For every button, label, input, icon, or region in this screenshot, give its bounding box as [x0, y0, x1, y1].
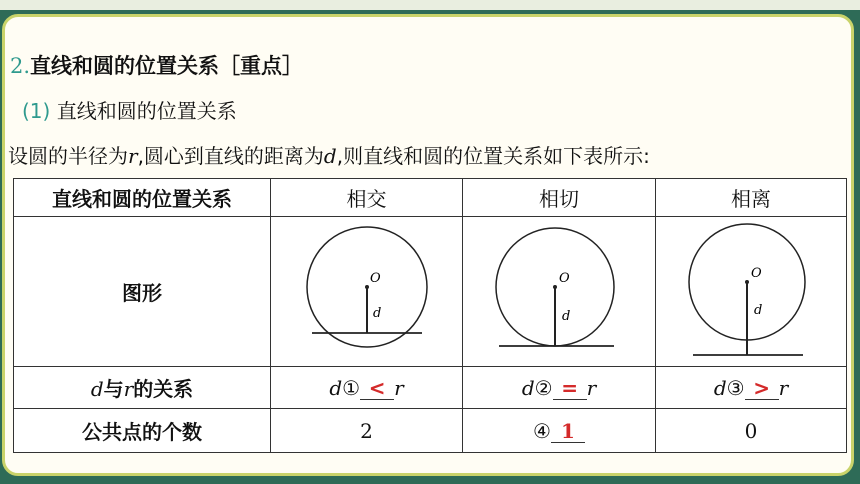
blank-marker: ③: [726, 375, 745, 400]
cell-var-d: d: [713, 375, 727, 400]
figure-row-label: 图形: [14, 217, 271, 367]
count-cell-intersect: 2: [271, 409, 463, 453]
header-cell-separate: 相离: [656, 179, 847, 217]
header-cell-relation: 直线和圆的位置关系: [14, 179, 271, 217]
cell-var-r: r: [586, 375, 597, 400]
subsection-heading: [22, 95, 237, 124]
cell-var-r: r: [394, 375, 404, 400]
relation-row: [14, 367, 847, 409]
blank-marker: ②: [534, 375, 553, 400]
count-row-label: 公共点的个数: [14, 409, 271, 453]
relation-cell-intersect: [271, 367, 463, 409]
figure-row: [14, 217, 847, 367]
center-dot: [553, 285, 557, 289]
relation-row-label: [14, 367, 271, 409]
label-tail: 的关系: [133, 377, 194, 401]
figure-tangent: [463, 217, 656, 367]
center-label: O: [559, 270, 570, 286]
center-dot: [745, 280, 749, 284]
section-number: 2.: [10, 54, 31, 78]
header-cell-tangent: 相切: [463, 179, 656, 217]
tangent-diagram: [469, 219, 649, 365]
var-d: d: [323, 144, 337, 168]
intro-text-1: 设圆的半径为: [8, 144, 128, 168]
label-var-r: r: [123, 377, 134, 401]
label-var-d: d: [90, 377, 104, 401]
center-dot: [365, 285, 369, 289]
blank-marker: ①: [342, 375, 361, 400]
header-cell-intersect: 相交: [271, 179, 463, 217]
answer-blank: >: [745, 377, 779, 400]
cell-var-d: d: [521, 375, 535, 400]
intro-text-3: ,则直线和圆的位置关系如下表所示:: [336, 144, 650, 168]
center-label: O: [751, 265, 762, 281]
distance-label: d: [754, 302, 763, 318]
relation-table: [13, 178, 847, 453]
cell-var-d: d: [329, 375, 343, 400]
relation-cell-tangent: [463, 367, 656, 409]
center-label: O: [369, 270, 381, 286]
count-cell-tangent: [463, 409, 656, 453]
subsection-title: 直线和圆的位置关系: [56, 99, 237, 123]
figure-separate: [656, 217, 847, 367]
blank-marker: ④: [533, 418, 551, 443]
answer-blank: <: [360, 377, 394, 400]
var-r: r: [128, 144, 138, 168]
intro-sentence: [8, 140, 650, 169]
section-title: 直线和圆的位置关系［重点］: [30, 54, 304, 78]
cell-var-r: r: [778, 375, 789, 400]
count-row: [14, 409, 847, 453]
relation-cell-separate: [656, 367, 847, 409]
distance-label: d: [562, 308, 571, 324]
section-heading: [10, 50, 303, 80]
intersect-diagram: [277, 219, 457, 365]
table-header-row: [14, 179, 847, 217]
top-strip: [0, 0, 860, 10]
intro-text-2: ,圆心到直线的距离为: [137, 144, 324, 168]
count-cell-separate: 0: [656, 409, 847, 453]
separate-diagram: [661, 219, 841, 365]
distance-label: d: [372, 305, 381, 321]
subsection-index: (1): [22, 99, 51, 123]
answer-blank: =: [553, 377, 587, 400]
figure-intersect: [271, 217, 463, 367]
answer-blank: 1: [551, 420, 585, 443]
label-mid: 与: [103, 377, 124, 401]
